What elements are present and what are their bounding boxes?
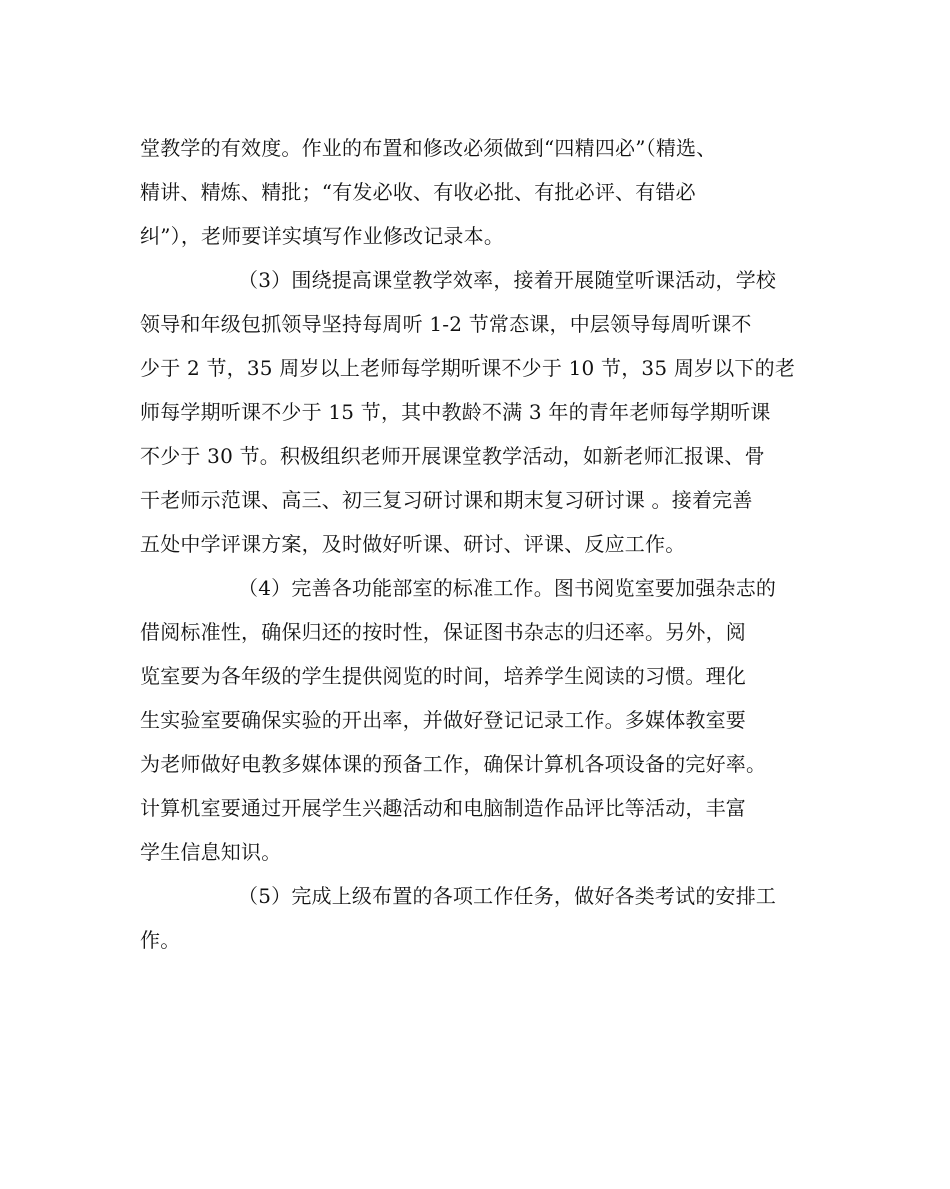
text-line: 为老师做好电教多媒体课的预备工作，确保计算机各项设备的完好率。 xyxy=(140,752,767,776)
text-line: 借阅标准性，确保归还的按时性，保证图书杂志的归还率。另外，阅 xyxy=(140,620,746,644)
paragraph-4-first-line: （4）完善各功能部室的标准工作。图书阅览室要加强杂志的 xyxy=(238,576,777,600)
body-text xyxy=(140,126,820,962)
text-line: 五处中学评课方案，及时做好听课、研讨、评课、反应工作。 xyxy=(140,532,686,556)
text-line: 生实验室要确保实验的开出率，并做好登记记录工作。多媒体教室要 xyxy=(140,708,746,732)
text-line: 精讲、精炼、精批；“有发必收、有收必批、有批必评、有错必 xyxy=(140,180,696,204)
text-line: 干老师示范课、高三、初三复习研讨课和期末复习研讨课 。接着完善 xyxy=(140,488,753,512)
text-line: 纠”），老师要详实填写作业修改记录本。 xyxy=(140,224,505,248)
paragraph-5-first-line: （5）完成上级布置的各项工作任务，做好各类考试的安排工 xyxy=(238,884,777,908)
text-line: 领导和年级包抓领导坚持每周听 1-2 节常态课，中层领导每周听课不 xyxy=(140,312,752,336)
text-line: 少于 2 节，35 周岁以上老师每学期听课不少于 10 节，35 周岁以下的老 xyxy=(140,356,796,380)
text-line: 堂教学的有效度。作业的布置和修改必须做到“四精四必”（精选、 xyxy=(140,136,717,160)
paragraph-3-first-line: （3）围绕提高课堂教学效率，接着开展随堂听课活动，学校 xyxy=(238,268,777,292)
text-line: 作。 xyxy=(140,928,181,952)
text-line: 不少于 30 节。积极组织老师开展课堂教学活动，如新老师汇报课、骨 xyxy=(140,444,765,468)
text-line: 览室要为各年级的学生提供阅览的时间，培养学生阅读的习惯。理化 xyxy=(140,664,746,688)
text-line: 学生信息知识。 xyxy=(140,840,282,864)
text-line: 计算机室要通过开展学生兴趣活动和电脑制造作品评比等活动，丰富 xyxy=(140,796,746,820)
text-line: 师每学期听课不少于 15 节，其中教龄不满 3 年的青年老师每学期听课 xyxy=(140,400,771,424)
